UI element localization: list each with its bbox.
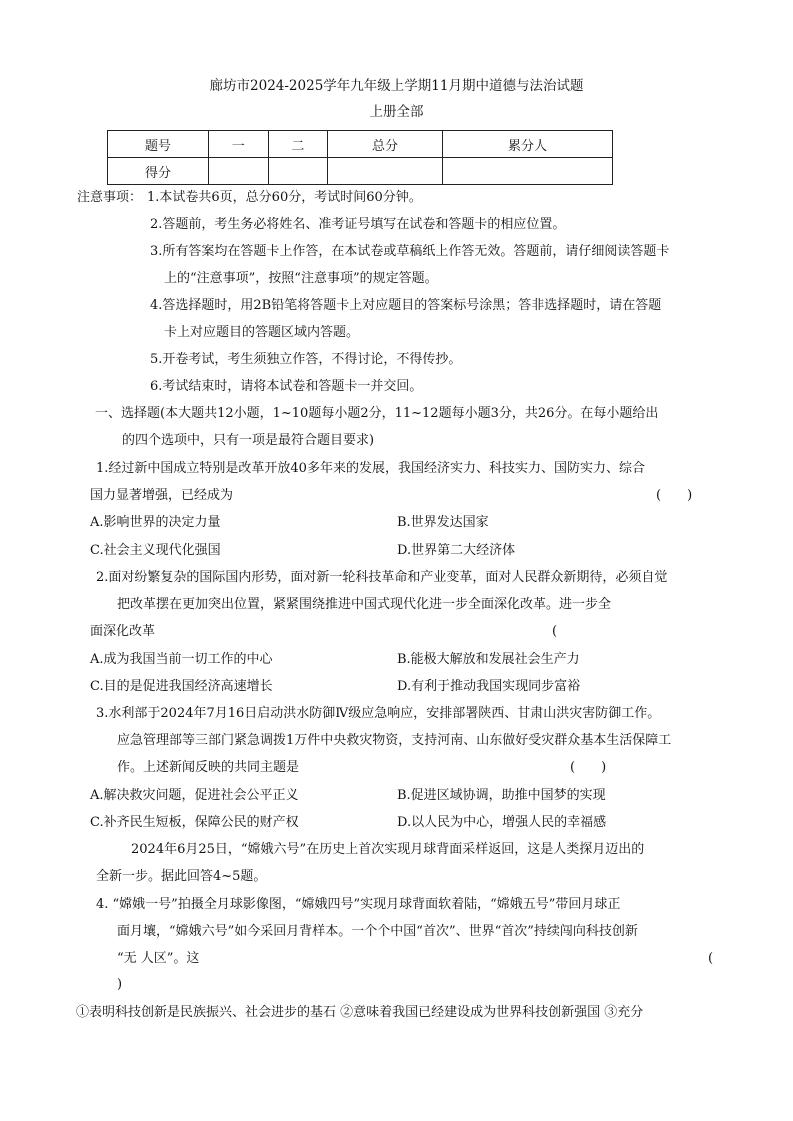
answer-paren[interactable]: ( ) bbox=[570, 760, 607, 775]
answer-paren[interactable]: ( ) bbox=[656, 488, 693, 503]
question-stem: 作。上述新闻反映的共同主题是 bbox=[117, 760, 300, 775]
score-input-cell[interactable] bbox=[442, 158, 612, 185]
option-c: C.社会主义现代化强国 bbox=[90, 543, 221, 558]
note-item: 3.所有答案均在答题卡上作答，在本试卷或草稿纸上作答无效。答题前，请仔细阅读答题卡 bbox=[150, 244, 670, 259]
score-header-cell: 题号 bbox=[108, 131, 209, 158]
option-b: B.能极大解放和发展社会生产力 bbox=[397, 652, 580, 667]
page-title: 廊坊市2024-2025学年九年级上学期11月期中道德与法治试题 bbox=[209, 78, 584, 94]
note-item: 上的“注意事项”，按照“注意事项”的规定答题。 bbox=[164, 271, 438, 286]
question-stem: 面月壤，“嫦娥六号”如今采回月背样本。一个个中国“首次”、世界“首次”持续闯向科技创新 bbox=[117, 924, 638, 939]
option-b: B.世界发达国家 bbox=[397, 515, 489, 530]
option-a: A.影响世界的决定力量 bbox=[90, 515, 221, 530]
note-item: 2.答题前，考生务必将姓名、准考证号填写在试卷和答题卡的相应位置。 bbox=[150, 217, 566, 232]
section-heading-cont: 的四个选项中，只有一项是最符合题目要求) bbox=[122, 433, 375, 448]
question-stem: 2.面对纷繁复杂的国际国内形势，面对新一轮科技革命和产业变革，面对人民群众新期待，必须自觉 bbox=[96, 570, 668, 585]
option-b: B.促进区域协调，助推中国梦的实现 bbox=[397, 788, 606, 803]
question-stem: 把改革摆在更加突出位置，紧紧围绕推进中国式现代化进一步全面深化改革。进一步全 bbox=[117, 597, 612, 612]
score-header-cell: 总分 bbox=[328, 131, 443, 158]
option-a: A.解决救灾问题，促进社会公平正义 bbox=[90, 788, 299, 803]
score-table-score-row bbox=[108, 158, 613, 185]
question-stem: 应急管理部等三部门紧急调拨1万件中央救灾物资，支持河南、山东做好受灾群众基本生活保障工 bbox=[117, 733, 672, 748]
score-input-cell[interactable] bbox=[268, 158, 328, 185]
question-stem: 3.水利部于2024年7月16日启动洪水防御Ⅳ级应急响应，安排部署陕西、甘肃山洪灾害防御工作。 bbox=[96, 706, 661, 721]
option-a: A.成为我国当前一切工作的中心 bbox=[90, 652, 273, 667]
option-d: D.世界第二大经济体 bbox=[397, 543, 516, 558]
score-header-cell: 累分人 bbox=[442, 131, 612, 158]
note-item: 6.考试结束时，请将本试卷和答题卡一并交回。 bbox=[150, 379, 423, 394]
question-stem: 面深化改革 bbox=[90, 624, 156, 639]
question-stem: 4. “嫦娥一号”拍摄全月球影像图，“嫦娥四号”实现月球背面软着陆，“嫦娥五号”带回月球正 bbox=[96, 897, 621, 912]
material-text: 2024年6月25日，“嫦娥六号”在历史上首次实现月球背面采样返回，这是人类探月迈出的 bbox=[131, 842, 645, 857]
question-stem: 1.经过新中国成立特别是改革开放40多年来的发展，我国经济实力、科技实力、国防实力、综合 bbox=[96, 461, 645, 476]
score-table bbox=[107, 130, 613, 185]
statement-line: ①表明科技创新是民族振兴、社会进步的基石 ②意味着我国已经建设成为世界科技创新强国 ③充分 bbox=[76, 1005, 644, 1020]
notes-label: 注意事项： bbox=[77, 190, 143, 205]
material-text: 全新一步。据此回答4~5题。 bbox=[96, 869, 267, 884]
note-item: 4.答选择题时，用2B铅笔将答题卡上对应题目的答案标号涂黑；答非选择题时，请在答题 bbox=[150, 298, 662, 313]
score-header-cell: 二 bbox=[268, 131, 328, 158]
answer-paren[interactable]: ( bbox=[552, 624, 558, 639]
option-c: C.补齐民生短板，保障公民的财产权 bbox=[90, 815, 299, 830]
question-stem: “无 人区”。这 bbox=[117, 951, 200, 966]
score-input-cell[interactable] bbox=[209, 158, 269, 185]
note-item: 5.开卷考试，考生须独立作答，不得讨论，不得传抄。 bbox=[150, 352, 462, 367]
option-c: C.目的是促进我国经济高速增长 bbox=[90, 679, 273, 694]
note-item: 卡上对应题目的答题区域内答题。 bbox=[164, 325, 360, 340]
answer-paren-open[interactable]: ( bbox=[708, 951, 714, 966]
score-table-header-row bbox=[108, 131, 613, 158]
option-d: D.以人民为中心，增强人民的幸福感 bbox=[397, 815, 607, 830]
score-input-cell[interactable] bbox=[328, 158, 443, 185]
score-header-cell: 一 bbox=[209, 131, 269, 158]
score-row-label: 得分 bbox=[108, 158, 209, 185]
answer-paren-close: ) bbox=[117, 977, 123, 992]
section-heading: 一、选择题(本大题共12小题，1~10题每小题2分，11~12题每小题3分，共26分。在每小题给出 bbox=[95, 406, 659, 421]
question-stem: 国力显著增强，已经成为 bbox=[90, 488, 234, 503]
page-subtitle: 上册全部 bbox=[369, 104, 424, 120]
option-d: D.有利于推动我国实现同步富裕 bbox=[397, 679, 581, 694]
note-item: 1.本试卷共6页，总分60分，考试时间60分钟。 bbox=[147, 190, 422, 205]
